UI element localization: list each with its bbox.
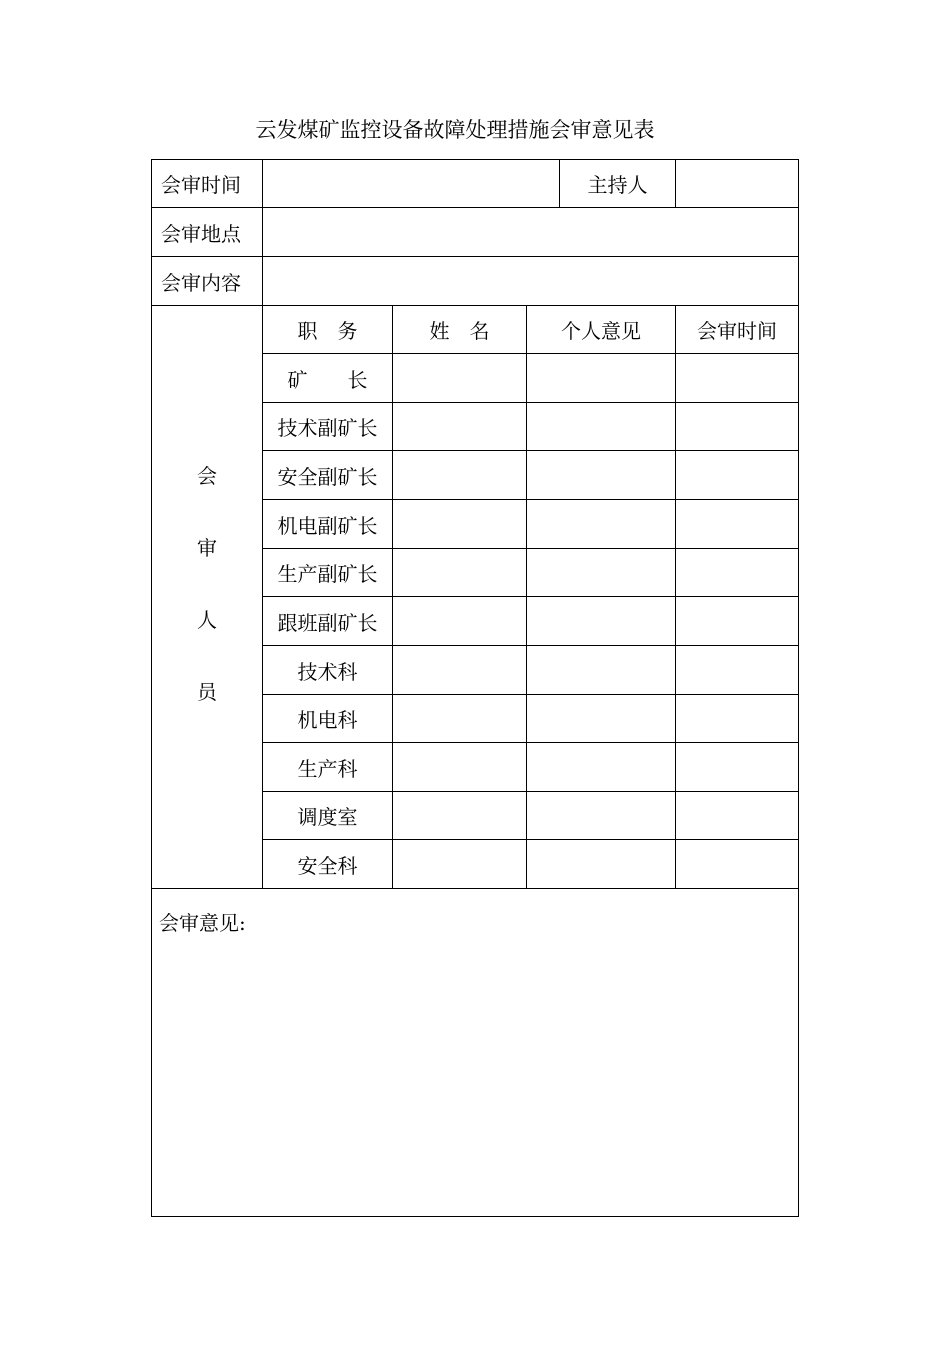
header-review-time: 会审时间 <box>676 306 799 354</box>
opinion-label: 会审意见: <box>159 911 246 935</box>
review-time-label: 会审时间 <box>152 160 263 208</box>
review-content-field[interactable] <box>263 257 799 306</box>
side-char: 员 <box>197 679 217 704</box>
time-field[interactable] <box>676 743 799 792</box>
position-cell: 安全副矿长 <box>263 451 393 500</box>
position-cell: 技术科 <box>263 646 393 695</box>
opinion-field[interactable] <box>527 743 676 792</box>
opinion-field[interactable] <box>527 549 676 597</box>
position-cell: 跟班副矿长 <box>263 597 393 646</box>
time-field[interactable] <box>676 451 799 500</box>
name-field[interactable] <box>393 500 527 549</box>
host-field[interactable] <box>676 160 799 208</box>
opinion-field[interactable] <box>527 840 676 889</box>
opinion-field[interactable] <box>527 354 676 403</box>
side-char: 审 <box>197 535 217 560</box>
host-label: 主持人 <box>560 160 676 208</box>
review-place-label: 会审地点 <box>152 208 263 257</box>
time-field[interactable] <box>676 354 799 403</box>
header-name: 姓 名 <box>393 306 527 354</box>
name-field[interactable] <box>393 792 527 840</box>
position-cell: 调度室 <box>263 792 393 840</box>
opinion-field[interactable] <box>527 646 676 695</box>
time-row <box>152 160 799 208</box>
name-field[interactable] <box>393 840 527 889</box>
opinion-field[interactable] <box>527 403 676 451</box>
content-row <box>152 257 799 306</box>
name-field[interactable] <box>393 549 527 597</box>
side-char: 人 <box>197 607 217 632</box>
reviewers-header-row <box>152 306 799 354</box>
name-field[interactable] <box>393 354 527 403</box>
opinion-area[interactable] <box>152 889 799 1217</box>
reviewers-side-label <box>152 306 263 889</box>
name-field[interactable] <box>393 743 527 792</box>
position-cell: 机电科 <box>263 695 393 743</box>
opinion-field[interactable] <box>527 597 676 646</box>
review-form-table <box>151 159 799 1217</box>
position-cell: 技术副矿长 <box>263 403 393 451</box>
name-field[interactable] <box>393 403 527 451</box>
position-cell: 生产副矿长 <box>263 549 393 597</box>
opinion-field[interactable] <box>527 451 676 500</box>
place-row <box>152 208 799 257</box>
name-field[interactable] <box>393 597 527 646</box>
time-field[interactable] <box>676 840 799 889</box>
time-field[interactable] <box>676 792 799 840</box>
position-cell: 机电副矿长 <box>263 500 393 549</box>
time-field[interactable] <box>676 597 799 646</box>
header-opinion: 个人意见 <box>527 306 676 354</box>
time-field[interactable] <box>676 695 799 743</box>
review-time-field[interactable] <box>263 160 560 208</box>
time-field[interactable] <box>676 646 799 695</box>
name-field[interactable] <box>393 695 527 743</box>
opinion-field[interactable] <box>527 792 676 840</box>
opinion-row <box>152 889 799 1217</box>
name-field[interactable] <box>393 451 527 500</box>
review-content-label: 会审内容 <box>152 257 263 306</box>
position-cell: 安全科 <box>263 840 393 889</box>
position-cell: 矿 长 <box>263 354 393 403</box>
time-field[interactable] <box>676 403 799 451</box>
name-field[interactable] <box>393 646 527 695</box>
side-char: 会 <box>197 463 217 488</box>
review-place-field[interactable] <box>263 208 799 257</box>
opinion-field[interactable] <box>527 500 676 549</box>
opinion-field[interactable] <box>527 695 676 743</box>
header-position: 职 务 <box>263 306 393 354</box>
time-field[interactable] <box>676 549 799 597</box>
position-cell: 生产科 <box>263 743 393 792</box>
time-field[interactable] <box>676 500 799 549</box>
form-title: 云发煤矿监控设备故障处理措施会审意见表 <box>255 118 655 142</box>
